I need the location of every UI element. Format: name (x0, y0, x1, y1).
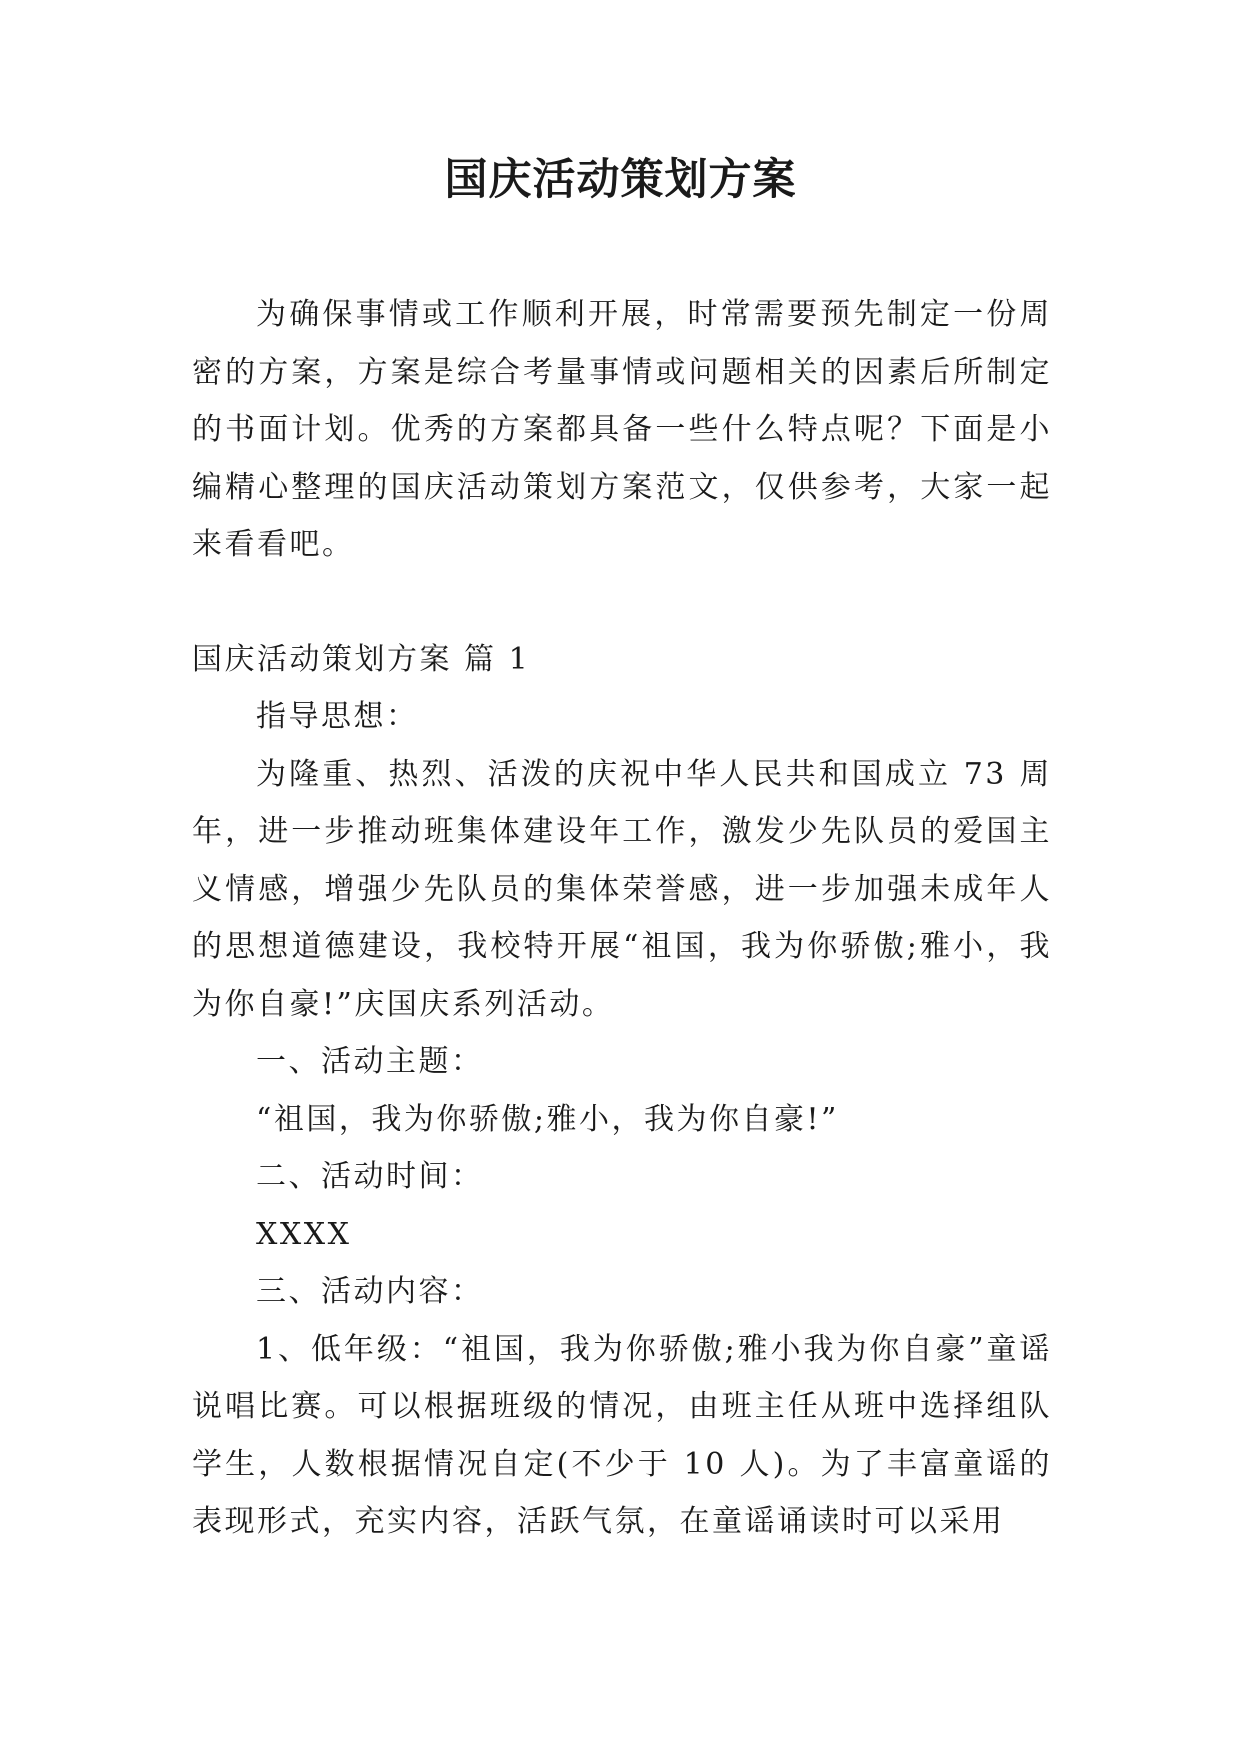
intro-paragraph: 为确保事情或工作顺利开展，时常需要预先制定一份周密的方案，方案是综合考量事情或问题相关的因素后所制定的书面计划。优秀的方案都具备一些什么特点呢？下面是小编精心整理的国庆活动策划方案范文，仅供参考，大家一起来看看吧。 (192, 297, 1052, 562)
theme-label: 一、活动主题： (256, 1044, 484, 1079)
theme-text: “祖国，我为你骄傲;雅小，我为你自豪!” (256, 1101, 839, 1137)
guide-label: 指导思想： (256, 699, 419, 734)
document-title: 国庆活动策划方案 (444, 155, 797, 205)
content-label: 三、活动内容： (256, 1274, 484, 1309)
time-label: 二、活动时间： (256, 1159, 484, 1194)
content-item-1: 1、低年级：“祖国，我为你骄傲;雅小我为你自豪”童谣说唱比赛。可以根据班级的情况，由班主任从班中选择组队学生，人数根据情况自定(不少于 10 人)。为了丰富童谣的表现形式，充实内容，活跃气氛，在童谣诵读时可以采用 (192, 1331, 1052, 1539)
section-title: 国庆活动策划方案 篇 1 (192, 641, 531, 677)
document-body (192, 286, 1052, 1551)
time-text: XXXX (256, 1216, 352, 1252)
guide-paragraph: 为隆重、热烈、活泼的庆祝中华人民共和国成立 73 周年，进一步推动班集体建设年工作，激发少先队员的爱国主义情感，增强少先队员的集体荣誉感，进一步加强未成年人的思想道德建设，我校特开展“祖国，我为你骄傲;雅小，我为你自豪!”庆国庆系列活动。 (192, 756, 1052, 1022)
